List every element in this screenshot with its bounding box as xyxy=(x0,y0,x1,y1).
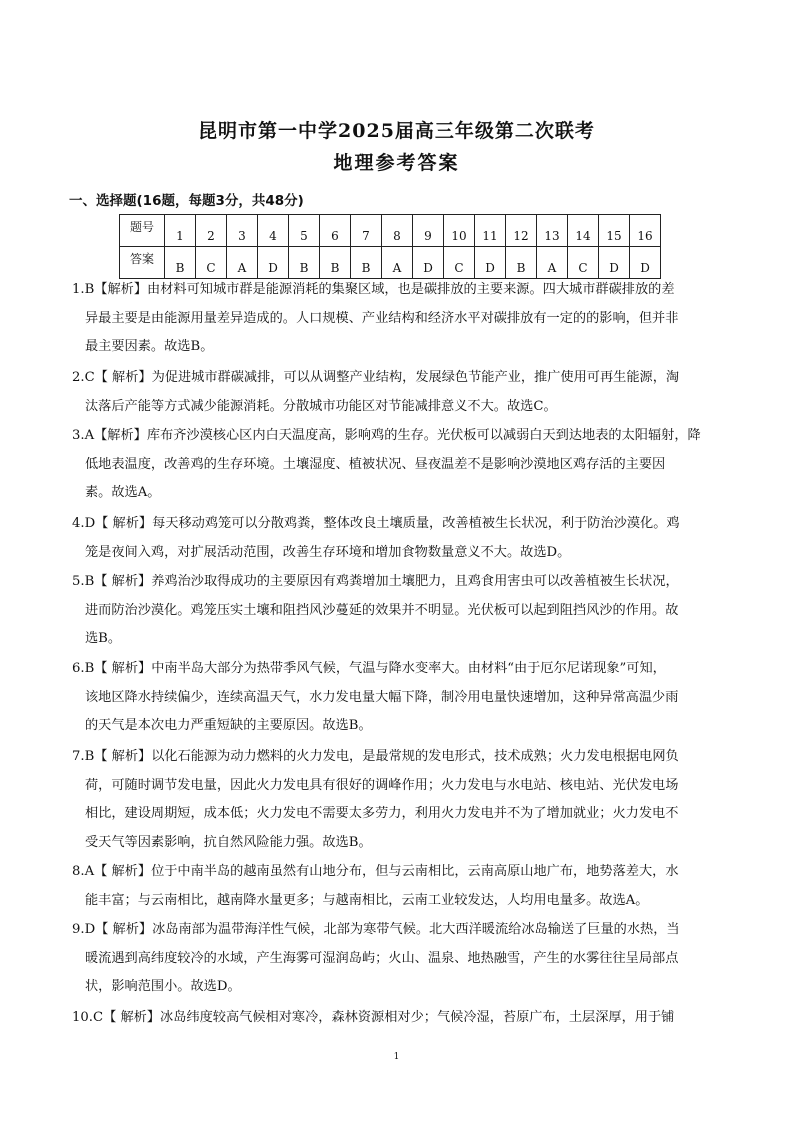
explanation-line xyxy=(72,568,722,597)
answer-cell: B xyxy=(165,247,196,279)
explanation-text: 能丰富；与云南相比，越南降水量更多；与越南相比，云南工业较发达，人均用电量多。故选A。 xyxy=(85,892,649,908)
explanation-text: 每天移动鸡笼可以分散鸡粪，整体改良土壤质量，改善植被生长状况，利于防治沙漠化。鸡 xyxy=(152,516,680,531)
answer-cell: A xyxy=(227,247,258,279)
question-number-cell: 1 xyxy=(165,215,196,247)
row-label-answer: 答案 xyxy=(120,247,165,279)
explanation-text: 冰岛南部为温带海洋性气候，北部为寒带气候。北大西洋暖流给冰岛输送了巨量的水热，当 xyxy=(152,922,680,937)
answer-cell: D xyxy=(630,247,661,279)
explanation-line xyxy=(72,305,722,334)
answer-table xyxy=(119,214,661,279)
question-number-cell: 7 xyxy=(351,215,382,247)
explanation-label: 4.D【 解析】 xyxy=(72,516,153,531)
question-number-cell: 9 xyxy=(413,215,444,247)
section-heading: 一、选择题(16题，每题3分，共48分) xyxy=(69,193,304,209)
explanation-line xyxy=(72,364,722,393)
question-number-cell: 10 xyxy=(444,215,475,247)
explanation-line xyxy=(72,393,722,422)
explanation-line xyxy=(72,451,722,480)
explanation-text: 为促进城市群碳减排，可以从调整产业结构，发展绿色节能产业，推广使用可再生能源，淘 xyxy=(151,370,680,385)
explanation-text: 状，影响范围小。故选D。 xyxy=(85,979,241,995)
document-title: 昆明市第一中学2025届高三年级第二次联考 xyxy=(198,120,595,142)
answer-cell: D xyxy=(475,247,506,279)
question-number-cell: 2 xyxy=(196,215,227,247)
answer-cell: A xyxy=(382,247,413,279)
explanation-item xyxy=(72,568,722,654)
explanation-item xyxy=(72,1004,722,1033)
explanation-label: 1.B【解析】 xyxy=(72,282,148,297)
explanation-text: 的天气是本次电力严重短缺的主要原因。故选B。 xyxy=(85,718,372,734)
explanation-text: 最主要因素。故选B。 xyxy=(85,339,214,355)
explanation-text: 中南半岛大部分为热带季风气候，气温与降水变率大。由材料“由于厄尔尼诺现象”可知， xyxy=(151,661,666,676)
question-number-cell: 8 xyxy=(382,215,413,247)
explanation-item xyxy=(72,858,722,915)
explanation-text: 汰落后产能等方式减少能源消耗。分散城市功能区对节能减排意义不大。故选C。 xyxy=(85,398,557,414)
explanation-line xyxy=(72,712,722,741)
question-number-cell: 15 xyxy=(599,215,630,247)
explanation-label: 3.A【解析】 xyxy=(72,428,147,443)
explanation-line xyxy=(72,422,722,451)
answer-cell: B xyxy=(351,247,382,279)
explanation-line xyxy=(72,684,722,713)
explanation-line xyxy=(72,655,722,684)
question-number-cell: 14 xyxy=(568,215,599,247)
explanation-text: 笼是夜间入鸡，对扩展活动范围，改善生存环境和增加食物数量意义不大。故选D。 xyxy=(85,544,571,560)
question-number-cell: 6 xyxy=(320,215,351,247)
explanation-item xyxy=(72,510,722,567)
explanation-label: 8.A【 解析】 xyxy=(72,864,152,879)
explanation-line xyxy=(72,800,722,829)
explanation-text: 素。故选A。 xyxy=(85,485,161,501)
explanation-text: 低地表温度，改善鸡的生存环境。土壤湿度、植被状况、昼夜温差不是影响沙漠地区鸡存活的主要因 xyxy=(85,456,666,472)
explanation-text: 异最主要是由能源用量差异造成的。人口规模、产业结构和经济水平对碳排放有一定的的影响，但并非 xyxy=(85,310,679,326)
explanation-label: 2.C【 解析】 xyxy=(72,370,152,385)
explanation-text: 暖流遇到高纬度较冷的水域，产生海雾可湿润岛屿；火山、温泉、地热融雪，产生的水雾往往呈局部点 xyxy=(85,950,679,966)
explanation-line xyxy=(72,887,722,916)
explanation-line xyxy=(72,1004,722,1033)
explanation-text: 库布齐沙漠核心区内白天温度高，影响鸡的生存。光伏板可以减弱白天到达地表的太阳辐射，降 xyxy=(146,428,701,443)
question-number-cell: 3 xyxy=(227,215,258,247)
answer-cell: C xyxy=(568,247,599,279)
answer-cell: C xyxy=(444,247,475,279)
explanation-line xyxy=(72,772,722,801)
explanation-line xyxy=(72,276,722,305)
explanation-text: 冰岛纬度较高气候相对寒冷，森林资源相对少；气候冷湿，苔原广布，土层深厚，用于铺 xyxy=(160,1010,675,1025)
explanation-label: 7.B【 解析】 xyxy=(72,749,152,764)
explanation-item xyxy=(72,655,722,741)
answer-table-answer-row xyxy=(120,247,661,279)
explanation-line xyxy=(72,539,722,568)
explanation-item xyxy=(72,916,722,1002)
explanation-line xyxy=(72,333,722,362)
explanation-line xyxy=(72,858,722,887)
explanation-line xyxy=(72,973,722,1002)
explanation-text: 进而防治沙漠化。鸡笼压实土壤和阻挡风沙蔓延的效果并不明显。光伏板可以起到阻挡风沙的作用。故 xyxy=(85,602,679,618)
answer-cell: B xyxy=(289,247,320,279)
explanation-item xyxy=(72,364,722,421)
answer-cell: D xyxy=(599,247,630,279)
document-subtitle: 地理参考答案 xyxy=(333,152,460,174)
explanation-label: 9.D【 解析】 xyxy=(72,922,153,937)
row-label-number: 题号 xyxy=(120,215,165,247)
explanation-line xyxy=(72,479,722,508)
answer-cell: B xyxy=(320,247,351,279)
explanation-item xyxy=(72,422,722,508)
question-number-cell: 12 xyxy=(506,215,537,247)
explanation-text: 以化石能源为动力燃料的火力发电，是最常规的发电形式，技术成熟；火力发电根据电网负 xyxy=(151,749,679,764)
explanation-text: 荷，可随时调节发电量，因此火力发电具有很好的调峰作用；火力发电与水电站、核电站、光伏发电场 xyxy=(85,777,679,793)
explanation-text: 养鸡治沙取得成功的主要原因有鸡粪增加土壤肥力，且鸡食用害虫可以改善植被生长状况， xyxy=(151,574,679,589)
explanation-item xyxy=(72,743,722,857)
explanation-text: 受天气等因素影响，抗自然风险能力强。故选B。 xyxy=(85,834,372,850)
question-number-cell: 13 xyxy=(537,215,568,247)
explanation-label: 5.B【 解析】 xyxy=(72,574,152,589)
answer-cell: D xyxy=(258,247,289,279)
explanation-item xyxy=(72,276,722,362)
answer-cell: B xyxy=(506,247,537,279)
question-number-cell: 4 xyxy=(258,215,289,247)
answer-table-number-row xyxy=(120,215,661,247)
explanation-text: 由材料可知城市群是能源消耗的集聚区域，也是碳排放的主要来源。四大城市群碳排放的差 xyxy=(147,282,675,297)
question-number-cell: 16 xyxy=(630,215,661,247)
explanation-text: 相比，建设周期短，成本低；火力发电不需要太多劳力，利用火力发电并不为了增加就业；火力发电不 xyxy=(85,806,679,822)
explanation-line xyxy=(72,743,722,772)
explanation-text: 选B。 xyxy=(85,631,122,647)
explanation-line xyxy=(72,916,722,945)
question-number-cell: 11 xyxy=(475,215,506,247)
answer-cell: C xyxy=(196,247,227,279)
explanation-label: 10.C【 解析】 xyxy=(72,1010,161,1025)
explanation-line xyxy=(72,625,722,654)
explanation-line xyxy=(72,597,722,626)
explanation-line xyxy=(72,510,722,539)
question-number-cell: 5 xyxy=(289,215,320,247)
page-number: 1 xyxy=(393,1052,400,1062)
explanation-line xyxy=(72,829,722,858)
answer-cell: D xyxy=(413,247,444,279)
explanation-text: 该地区降水持续偏少，连续高温天气，水力发电量大幅下降，制冷用电量快速增加，这种异常高温少雨 xyxy=(85,689,679,705)
answer-cell: A xyxy=(537,247,568,279)
explanation-line xyxy=(72,945,722,974)
explanation-label: 6.B【 解析】 xyxy=(72,661,152,676)
explanation-text: 位于中南半岛的越南虽然有山地分布，但与云南相比，云南高原山地广布，地势落差大，水 xyxy=(151,864,679,879)
